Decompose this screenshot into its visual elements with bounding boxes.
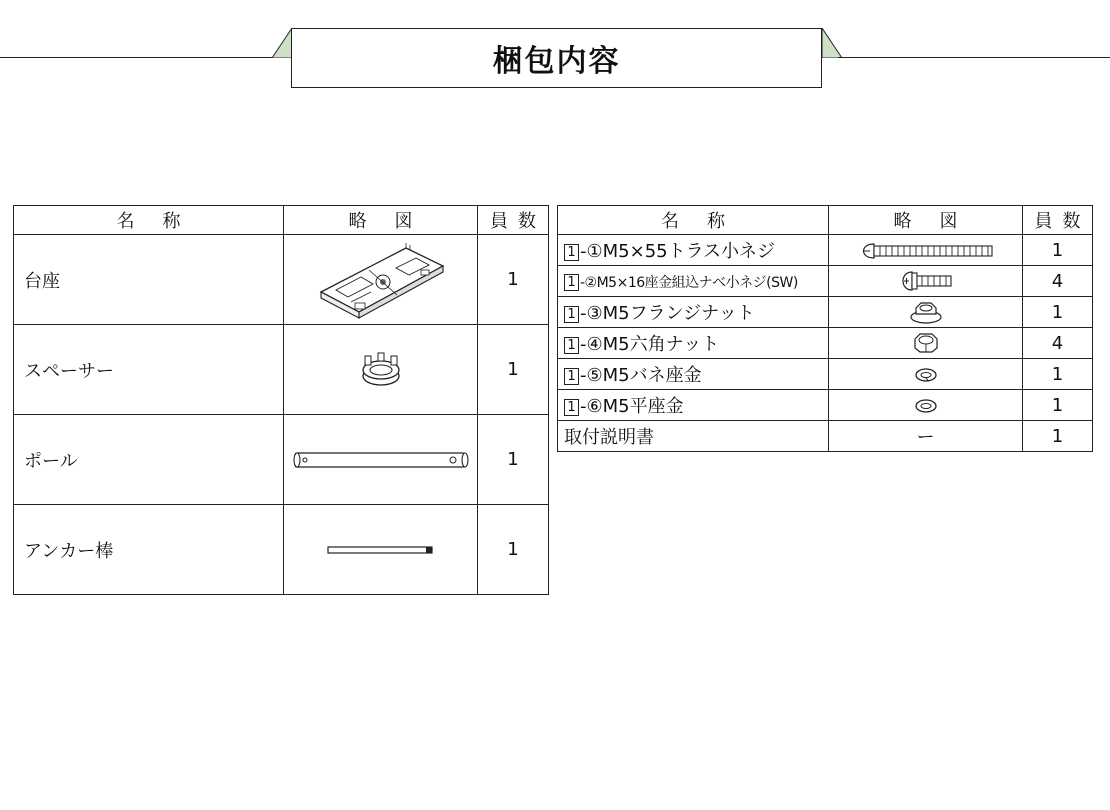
- header-name: 名称: [14, 206, 284, 235]
- pole-icon: [291, 449, 471, 471]
- part-code-box: 1: [564, 306, 579, 323]
- part-name-text: -③M5フランジナット: [580, 303, 755, 324]
- part-qty: 1: [478, 235, 549, 325]
- table-row: [558, 328, 1093, 359]
- part-name-text: -①M5×55トラス小ネジ: [580, 241, 776, 262]
- header-rule-right: [838, 57, 1110, 58]
- parts-table-main: [13, 205, 549, 595]
- part-qty: 1: [478, 415, 549, 505]
- part-qty: 1: [1023, 390, 1093, 421]
- table-row: [14, 415, 549, 505]
- part-name: [558, 297, 829, 328]
- pan-screw-icon: [898, 270, 954, 292]
- header-left-triangle-icon: [272, 28, 292, 58]
- table-row: [14, 235, 549, 325]
- part-code-box: 1: [564, 274, 579, 291]
- part-qty: 1: [1023, 421, 1093, 452]
- part-figure: [829, 359, 1023, 390]
- part-qty: 1: [1023, 297, 1093, 328]
- part-qty: 1: [478, 505, 549, 595]
- spring-washer-icon: [914, 366, 938, 384]
- truss-screw-icon: [856, 241, 996, 261]
- part-figure: [829, 297, 1023, 328]
- part-name-text: -⑥M5平座金: [580, 396, 684, 417]
- anchor-rod-icon: [326, 545, 436, 555]
- header-figure: 略図: [829, 206, 1023, 235]
- table-row: [14, 505, 549, 595]
- header-figure: 略図: [284, 206, 478, 235]
- hex-nut-icon: [911, 331, 941, 355]
- part-qty: 1: [1023, 359, 1093, 390]
- part-figure: [284, 235, 478, 325]
- part-qty: 1: [1023, 235, 1093, 266]
- part-qty: 4: [1023, 266, 1093, 297]
- table-row: [558, 266, 1093, 297]
- header-right-triangle-icon: [822, 28, 842, 58]
- table-row: [558, 359, 1093, 390]
- table-row: [558, 390, 1093, 421]
- part-name-text: -⑤M5バネ座金: [580, 365, 702, 386]
- part-name: [558, 359, 829, 390]
- base-plate-icon: [311, 240, 451, 320]
- part-name: スペーサー: [14, 325, 284, 415]
- part-name: 取付説明書: [558, 421, 829, 452]
- part-figure: [829, 266, 1023, 297]
- part-qty: 1: [478, 325, 549, 415]
- table-header-row: [14, 206, 549, 235]
- part-figure: [284, 325, 478, 415]
- table-row: [558, 235, 1093, 266]
- spacer-icon: [359, 350, 403, 390]
- part-name: [558, 235, 829, 266]
- flange-nut-icon: [909, 300, 943, 324]
- part-code-box: 1: [564, 399, 579, 416]
- table-row: [558, 297, 1093, 328]
- part-name: [558, 328, 829, 359]
- part-figure: [284, 415, 478, 505]
- header-rule-left: [0, 57, 272, 58]
- part-name: ポール: [14, 415, 284, 505]
- flat-washer-icon: [914, 397, 938, 415]
- part-name: 台座: [14, 235, 284, 325]
- part-name: アンカー棒: [14, 505, 284, 595]
- header-count: 員数: [478, 206, 549, 235]
- part-code-box: 1: [564, 368, 579, 385]
- part-name: [558, 390, 829, 421]
- header-count: 員数: [1023, 206, 1093, 235]
- table-header-row: [558, 206, 1093, 235]
- part-code-box: 1: [564, 337, 579, 354]
- part-code-box: 1: [564, 244, 579, 261]
- part-qty: 4: [1023, 328, 1093, 359]
- header-name: 名称: [558, 206, 829, 235]
- part-figure: [829, 390, 1023, 421]
- part-figure: [829, 235, 1023, 266]
- table-row: [14, 325, 549, 415]
- part-figure: [829, 328, 1023, 359]
- part-name-text: -④M5六角ナット: [580, 334, 720, 355]
- part-figure: [284, 505, 478, 595]
- table-row: [558, 421, 1093, 452]
- part-name-text: -②M5×16座金組込ナベ小ネジ(SW): [580, 274, 798, 291]
- part-figure-dash: ー: [829, 421, 1023, 452]
- part-name: [558, 266, 829, 297]
- parts-table-hardware: [557, 205, 1093, 452]
- page-title: 梱包内容: [291, 28, 822, 88]
